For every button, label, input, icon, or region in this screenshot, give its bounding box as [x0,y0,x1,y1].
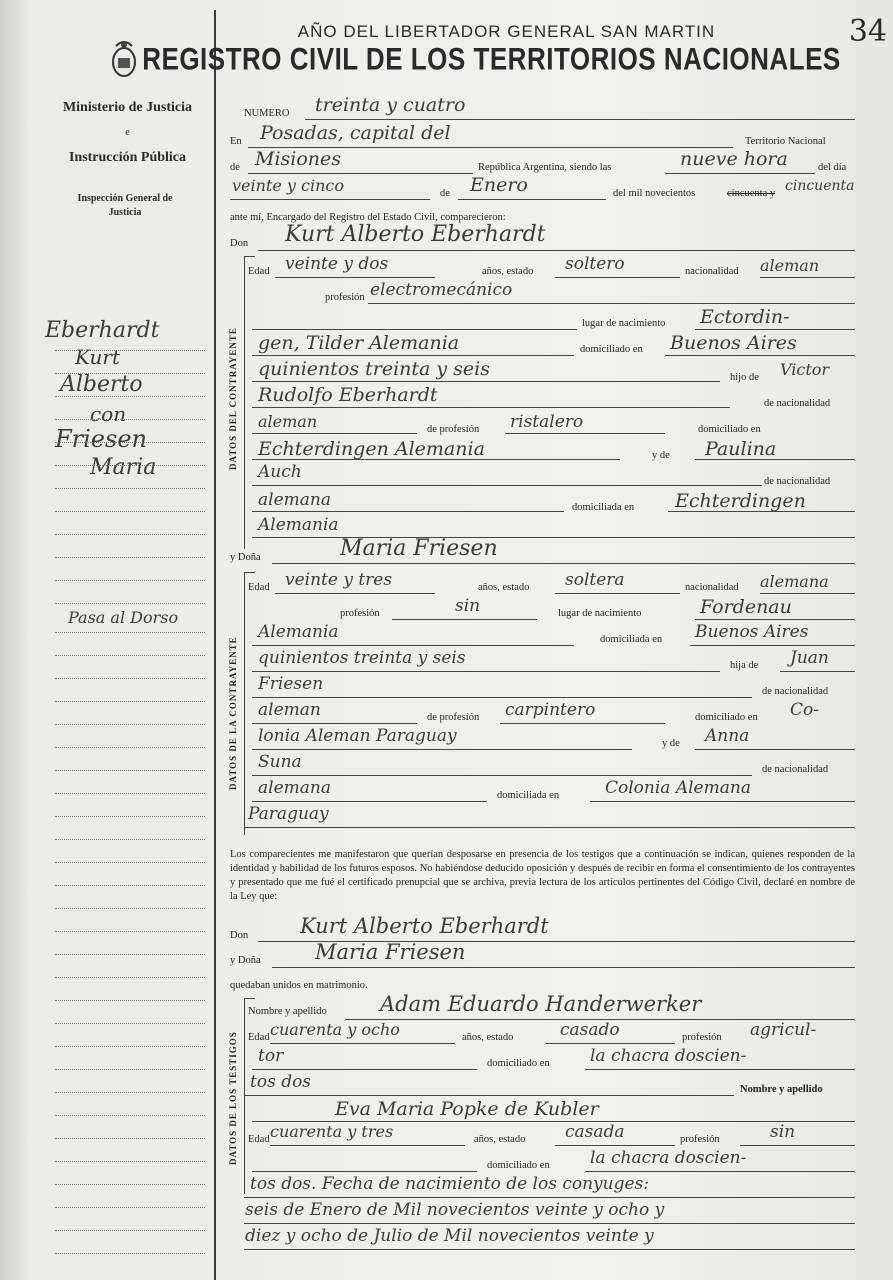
en-label: En [230,136,242,147]
groom-edad-label: Edad [248,266,270,277]
de-mes-label: de [440,188,450,199]
bride-de-prof-label: de profesión [427,712,480,723]
bride-padre2: Friesen [258,674,324,694]
bride-domicilio1: Buenos Aires [695,622,809,642]
bride-lugar2: Alemania [258,622,339,642]
bride-madre-nac: alemana [258,778,331,798]
back-note: Pasa al Dorso [68,608,179,627]
territorio-value: Misiones [255,148,342,170]
anio-handwritten: cincuenta [785,178,855,194]
groom-anios-label: años, estado [482,266,534,277]
bride-lugar: Fordenau [700,596,792,618]
margin-note-3: Alberto [60,372,143,397]
w1-nombre-label: Nombre y apellido [248,1006,327,1017]
margin-note-4: con [90,402,127,426]
w2-prof: sin [770,1122,796,1142]
ministry-line1: Ministerio de Justicia [62,100,193,115]
decl-don-label: Don [230,930,249,941]
w2-dom-label: domiciliado en [487,1160,550,1171]
republica-label: República Argentina, siendo las [478,162,612,173]
groom-padre1: Victor [780,360,830,379]
w2-edad-label: Edad [248,1134,270,1145]
bride-padre-dom1: Co- [790,700,819,720]
bride-madre2: Suna [258,752,302,772]
w2-name: Eva Maria Popke de Kubler [335,1098,599,1120]
margin-divider [214,10,216,1280]
groom-dom-label: domiciliado en [580,344,643,355]
decl-dona-value: Maria Friesen [315,940,466,964]
groom-padre2: Rudolfo Eberhardt [258,384,438,406]
w2-dom1: la chacra doscien- [590,1148,747,1168]
groom-domicilio2: quinientos treinta y seis [258,358,491,380]
left-margin [0,0,215,1280]
groom-madre-dom2: Alemania [258,515,339,535]
bride-nacionalidad: alemana [760,572,829,591]
bride-profesion-label: profesión [340,608,380,619]
groom-madre-dom1: Echterdingen [675,490,806,512]
w2-nombre-label: Nombre y apellido [740,1084,823,1095]
margin-note-5: Friesen [55,425,147,453]
bride-dom-label: domiciliada en [600,634,663,645]
bride-profesion: sin [455,596,481,616]
bride-madre1: Anna [705,726,750,746]
w1-estado: casado [560,1020,620,1040]
groom-de-prof-label: de profesión [427,424,480,435]
groom-madre2: Auch [258,462,302,482]
bride-edad: veinte y tres [285,570,393,590]
w1-dom-label: domiciliado en [487,1058,550,1069]
bride-madre-dom2: Paraguay [248,804,329,824]
decl-don-value: Kurt Alberto Eberhardt [300,914,549,938]
groom-nac-label: nacionalidad [685,266,739,277]
groom-y-de-label: y de [652,450,670,461]
declaration-text: Los comparecientes me manifestaron que querían desposarse en presencia de los testigos que a continuación se indican, quienes responden de la identidad y habilidad de los futuros esposos. No habiéndose deducido oposición y después de recibir en forma el consentimiento de los contrayentes y presentado que me fué el certificado prenupcial que se archiva, previa lectura de los artículos pertinentes del Código Civil, declaré en nombre de la Ley que: [230,849,855,902]
groom-padre-prof: ristalero [510,412,584,432]
hora-value: nueve hora [680,148,788,170]
don-value: Kurt Alberto Eberhardt [285,222,546,247]
bride-domicilio2: quinientos treinta y seis [258,648,466,668]
w1-dom1: la chacra doscien- [590,1046,747,1066]
w1-edad-label: Edad [248,1032,270,1043]
w2-prof-label: profesión [680,1134,720,1145]
w1-name: Adam Eduardo Handerwerker [380,992,702,1016]
bride-padre1: Juan [790,648,829,668]
final-line-2: seis de Enero de Mil novecientos veinte y ocho y [245,1200,665,1220]
groom-lugar2: gen, Tilder Alemania [258,332,460,354]
groom-lugar1: Ectordin- [700,306,790,328]
margin-note-1: Eberhardt [45,318,160,343]
groom-side-label: DATOS DEL CONTRAYENTE [228,327,238,470]
groom-estado: soltero [565,254,625,274]
bride-lugar-label: lugar de nacimiento [558,608,642,619]
groom-padre-nac: aleman [258,412,318,431]
groom-madre1: Paulina [705,438,777,460]
anio-label: del mil novecientos [613,188,696,199]
bride-padre-prof: carpintero [505,700,596,720]
groom-lugar-label: lugar de nacimiento [582,318,666,329]
groom-domicilio1: Buenos Aires [670,332,797,354]
ante-mi-text: ante mí, Encargado del Registro del Estado Civil, comparecieron: [230,212,506,223]
groom-dom-label2: domiciliado en [698,424,761,435]
dona-value: Maria Friesen [340,536,498,561]
year-title: AÑO DEL LIBERTADOR GENERAL SAN MARTIN [297,22,716,41]
don-label: Don [230,238,249,249]
groom-profesion-label: profesión [325,292,365,303]
anio-printed: cincuenta y [727,188,776,199]
w1-prof1: agricul- [750,1020,817,1040]
page-number: 34 [848,14,887,49]
w2-anios-label: años, estado [474,1134,526,1145]
groom-profesion: electromecánico [370,280,513,300]
numero-value: treinta y cuatro [315,94,466,116]
numero-label: NUMERO [244,108,290,119]
groom-madre-nac: alemana [258,490,331,510]
bride-de-nac-label: de nacionalidad [762,686,829,697]
de-label: de [230,162,240,173]
bride-de-nac-label2: de nacionalidad [762,764,829,775]
groom-nacionalidad: aleman [760,256,820,275]
bride-y-de-label: y de [662,738,680,749]
w1-anios-label: años, estado [462,1032,514,1043]
final-line-3: diez y ocho de Julio de Mil novecientos veinte y [245,1226,654,1246]
w1-edad: cuarenta y ocho [270,1020,400,1039]
bride-nac-label: nacionalidad [685,582,739,593]
groom-edad: veinte y dos [285,254,389,274]
margin-note-2: Kurt [75,345,120,369]
quedaban-text: quedaban unidos en matrimonio. [230,980,368,991]
groom-padre-dom: Echterdingen Alemania [258,438,485,460]
w2-edad: cuarenta y tres [270,1122,394,1141]
ministry-line3: Instrucción Pública [68,150,187,165]
w1-prof2: tor [258,1046,284,1066]
final-line-1: tos dos. Fecha de nacimiento de los conyuges: [250,1174,650,1194]
dia-value: veinte y cinco [232,176,345,195]
groom-domiciliada-label: domiciliada en [572,502,635,513]
main-title: REGISTRO CIVIL DE LOS TERRITORIOS NACIONALES [142,40,841,77]
dona-label: y Doña [230,552,261,563]
del-dia-label: del día [818,162,847,173]
bride-side-label: DATOS DE LA CONTRAYENTE [228,636,238,790]
bride-madre-dom1: Colonia Alemana [605,778,751,798]
groom-de-nac-label2: de nacionalidad [764,476,831,487]
w1-dom2: tos dos [250,1072,312,1092]
w2-estado: casada [565,1122,625,1142]
bride-domiciliada-label: domiciliada en [497,790,560,801]
en-value: Posadas, capital del [260,122,451,144]
bride-dom-label2: domiciliado en [695,712,758,723]
bride-edad-label: Edad [248,582,270,593]
w1-prof-label: profesión [682,1032,722,1043]
inspection-label: Inspección General de Justicia [77,193,173,218]
territorio-label: Territorio Nacional [745,136,826,147]
groom-hijo-label: hijo de [730,372,759,383]
bride-hija-label: hija de [730,660,759,671]
bride-estado: soltera [565,570,625,590]
decl-dona-label: y Doña [230,955,261,966]
ministry-line2: e [125,127,130,138]
mes-value: Enero [470,174,528,196]
margin-note-6: Maria [90,455,157,480]
bride-padre-dom2: lonia Aleman Paraguay [258,726,457,746]
bride-padre-nac: aleman [258,700,321,720]
witnesses-side-label: DATOS DE LOS TESTIGOS [228,1031,238,1165]
groom-de-nac-label: de nacionalidad [764,398,831,409]
bride-anios-label: años, estado [478,582,530,593]
